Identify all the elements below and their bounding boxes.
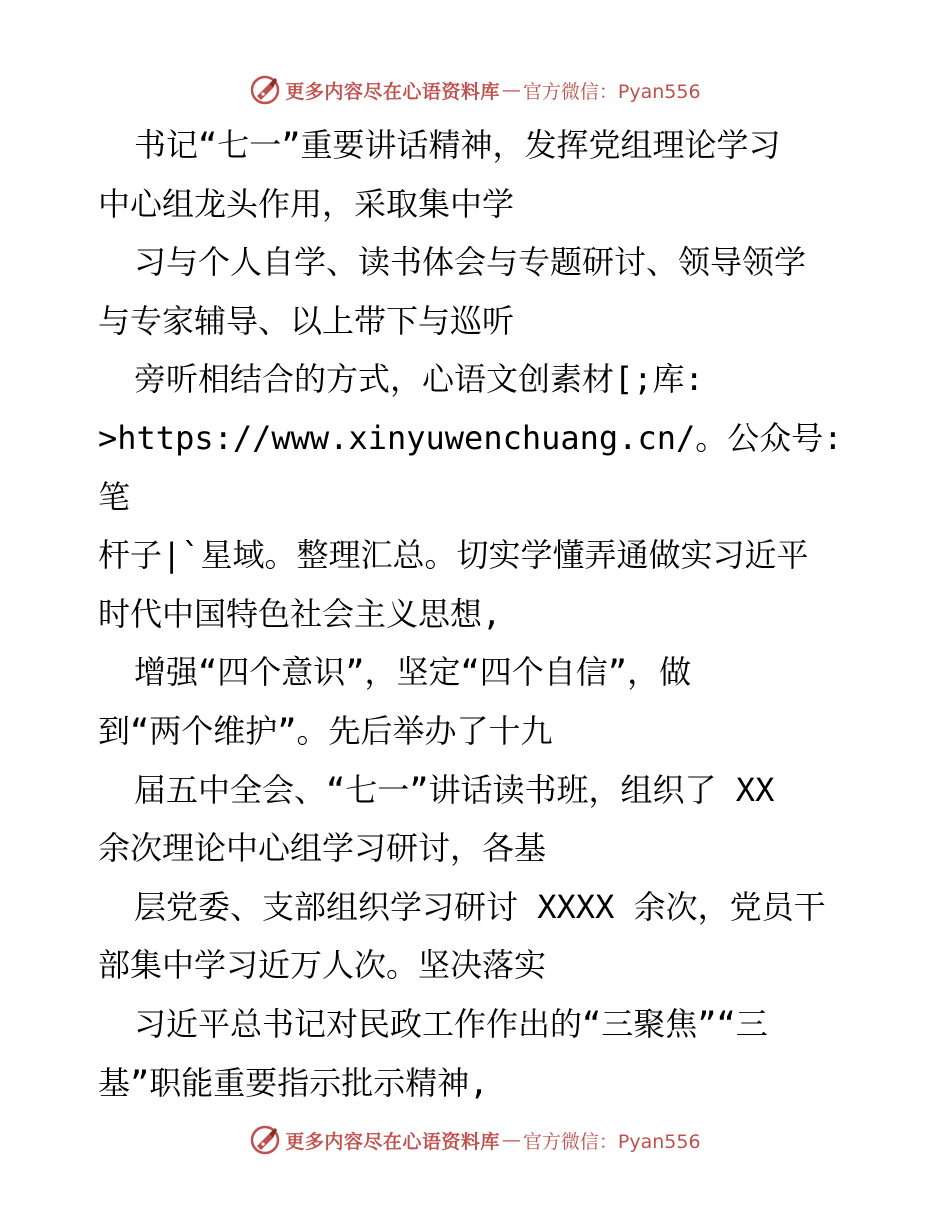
body-line: 增强“四个意识”，坚定“四个自信”，做 (134, 653, 692, 692)
body-text (98, 116, 862, 1112)
body-line: 届五中全会、“七一”讲话读书班，组织了 XX (134, 770, 775, 809)
header-banner-separator: — (501, 79, 521, 101)
body-line: 习近平总书记对民政工作作出的“三聚焦”“三 (134, 1004, 768, 1043)
header-wechat-text: 官方微信：Pyan556 (522, 80, 701, 103)
header-banner-text: 更多内容尽在心语资料库 (285, 80, 500, 103)
body-line: 到“两个维护”。先后举办了十九 (98, 711, 553, 750)
footer-banner-separator: — (501, 1129, 521, 1151)
pen-nib-logo-icon (249, 74, 281, 106)
body-line: 时代中国特色社会主义思想, (98, 594, 502, 633)
footer-banner-text: 更多内容尽在心语资料库 (285, 1130, 500, 1153)
pen-nib-logo-icon (249, 1124, 281, 1156)
body-line: 杆子|`星域。整理汇总。切实学懂弄通做实习近平 (98, 536, 809, 575)
body-line: 中心组龙头作用，采取集中学 (98, 184, 515, 223)
body-line: >https://www.xinyuwenchuang.cn/。公众号: 笔 (98, 418, 862, 516)
body-line: 余次理论中心组学习研讨，各基 (98, 829, 547, 868)
footer-banner (0, 1120, 950, 1160)
header-banner (0, 70, 950, 110)
body-line: 与专家辅导、以上带下与巡听 (98, 301, 515, 340)
body-line: 基”职能重要指示批示精神, (98, 1063, 489, 1102)
body-line: 习与个人自学、读书体会与专题研讨、领导领学 (134, 243, 807, 282)
body-line: 层党委、支部组织学习研讨 XXXX 余次，党员干 (134, 887, 826, 926)
body-line: 书记“七一”重要讲话精神，发挥党组理论学习 (134, 126, 781, 164)
footer-wechat-text: 官方微信：Pyan556 (522, 1130, 701, 1153)
body-line: 部集中学习近万人次。坚决落实 (98, 946, 547, 985)
body-line: 旁听相结合的方式，心语文创素材[;库: (134, 360, 704, 399)
